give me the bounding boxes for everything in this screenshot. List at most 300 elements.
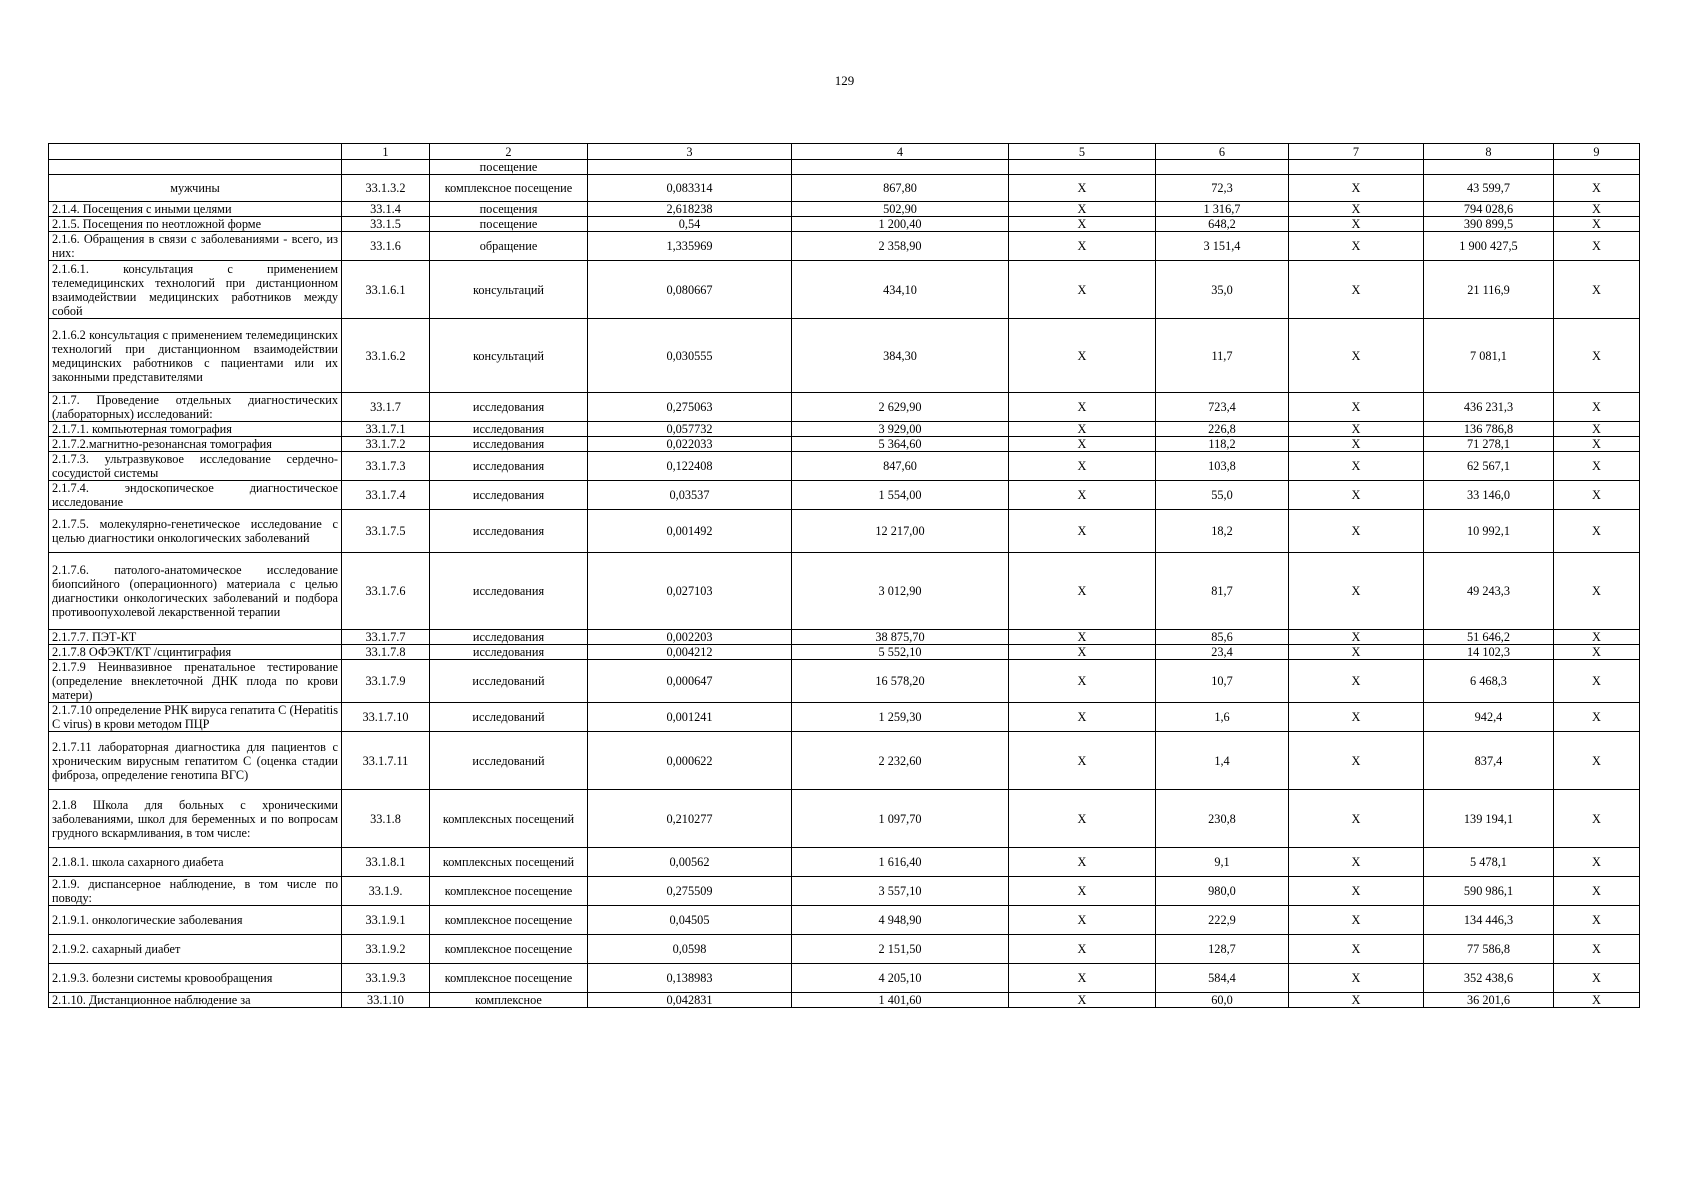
cell-volume: 0,042831 (588, 993, 792, 1008)
table-row (49, 452, 1640, 481)
cell-c8: 49 243,3 (1424, 553, 1554, 630)
cell-c6: 35,0 (1156, 261, 1289, 319)
cell-c9: Х (1554, 481, 1640, 510)
cell-volume: 0,027103 (588, 553, 792, 630)
cell-cost: 1 259,30 (792, 703, 1009, 732)
cell-cost: 847,60 (792, 452, 1009, 481)
cell-c8: 1 900 427,5 (1424, 232, 1554, 261)
row-label-cell: 2.1.7.11 лабораторная диагностика для пациентов с хроническим вирусным гепатитом С (оценка стадии фиброза, определение генотипа ВГС) (49, 732, 342, 790)
cell-c9: Х (1554, 175, 1640, 202)
cell-code: 33.1.9. (342, 877, 430, 906)
cell-unit: комплексное посещение (430, 964, 588, 993)
cell-c9: Х (1554, 422, 1640, 437)
cell-c9: Х (1554, 393, 1640, 422)
cell-unit: посещения (430, 202, 588, 217)
cell-c7: Х (1289, 452, 1424, 481)
table-row (49, 630, 1640, 645)
row-label-cell: 2.1.5. Посещения по неотложной форме (49, 217, 342, 232)
cell-unit: посещение (430, 160, 588, 175)
cell-c6: 128,7 (1156, 935, 1289, 964)
cell-cost: 434,10 (792, 261, 1009, 319)
cell-c6: 23,4 (1156, 645, 1289, 660)
cell-volume: 0,001492 (588, 510, 792, 553)
row-label-cell: 2.1.6.2 консультация с применением телемедицинских технологий при дистанционном взаимодействии медицинских работников с пациентами или их законными представителями (49, 319, 342, 393)
cell-code: 33.1.7.5 (342, 510, 430, 553)
cell-c8: 14 102,3 (1424, 645, 1554, 660)
cell-c6: 226,8 (1156, 422, 1289, 437)
cell-unit: консультаций (430, 319, 588, 393)
cell-volume: 0,083314 (588, 175, 792, 202)
row-label-cell: 2.1.7.3. ультразвуковое исследование сердечно-сосудистой системы (49, 452, 342, 481)
cell-unit: исследования (430, 630, 588, 645)
cell-c6: 118,2 (1156, 437, 1289, 452)
cell-cost: 4 948,90 (792, 906, 1009, 935)
cell-c8: 10 992,1 (1424, 510, 1554, 553)
table-row (49, 510, 1640, 553)
table-row (49, 437, 1640, 452)
table-row (49, 422, 1640, 437)
cell-c5: Х (1009, 481, 1156, 510)
cell-cost: 502,90 (792, 202, 1009, 217)
cell-cost: 4 205,10 (792, 964, 1009, 993)
cell-code: 33.1.7.1 (342, 422, 430, 437)
table-row (49, 703, 1640, 732)
cell-cost: 3 929,00 (792, 422, 1009, 437)
cell-c6 (1156, 160, 1289, 175)
table-row (49, 232, 1640, 261)
cell-code: 33.1.7 (342, 393, 430, 422)
cell-code: 33.1.7.2 (342, 437, 430, 452)
cell-code: 33.1.7.10 (342, 703, 430, 732)
cell-unit: исследований (430, 660, 588, 703)
cell-c9: Х (1554, 790, 1640, 848)
cell-cost: 384,30 (792, 319, 1009, 393)
cell-cost: 1 616,40 (792, 848, 1009, 877)
cell-unit: исследования (430, 422, 588, 437)
cell-c7: Х (1289, 202, 1424, 217)
cell-c9: Х (1554, 452, 1640, 481)
header-cell: 2 (430, 144, 588, 160)
cell-code: 33.1.7.8 (342, 645, 430, 660)
cell-volume: 0,00562 (588, 848, 792, 877)
cell-c6: 584,4 (1156, 964, 1289, 993)
cell-c7: Х (1289, 553, 1424, 630)
cell-c7: Х (1289, 422, 1424, 437)
cell-c7: Х (1289, 437, 1424, 452)
cell-c6: 103,8 (1156, 452, 1289, 481)
table-row (49, 160, 1640, 175)
cell-cost: 3 557,10 (792, 877, 1009, 906)
cell-unit: исследования (430, 452, 588, 481)
table-row (49, 393, 1640, 422)
cell-c5: Х (1009, 906, 1156, 935)
cell-c9: Х (1554, 935, 1640, 964)
row-label-cell (49, 160, 342, 175)
cell-c5: Х (1009, 202, 1156, 217)
cell-c5: Х (1009, 510, 1156, 553)
cell-cost (792, 160, 1009, 175)
table-row (49, 175, 1640, 202)
cell-code: 33.1.7.3 (342, 452, 430, 481)
cell-unit: комплексное посещение (430, 906, 588, 935)
cell-c8: 51 646,2 (1424, 630, 1554, 645)
header-cell: 7 (1289, 144, 1424, 160)
cell-volume: 0,122408 (588, 452, 792, 481)
cell-c8: 71 278,1 (1424, 437, 1554, 452)
cell-c6: 11,7 (1156, 319, 1289, 393)
cell-cost: 1 401,60 (792, 993, 1009, 1008)
cell-c7: Х (1289, 993, 1424, 1008)
cell-c7: Х (1289, 848, 1424, 877)
cell-c9: Х (1554, 232, 1640, 261)
header-cell: 4 (792, 144, 1009, 160)
cell-c6: 230,8 (1156, 790, 1289, 848)
cell-c8: 390 899,5 (1424, 217, 1554, 232)
cell-c8: 352 438,6 (1424, 964, 1554, 993)
cell-volume: 0,04505 (588, 906, 792, 935)
cell-c7: Х (1289, 175, 1424, 202)
cell-c6: 980,0 (1156, 877, 1289, 906)
cell-volume: 0,138983 (588, 964, 792, 993)
table-row (49, 261, 1640, 319)
row-label-cell: 2.1.7.4. эндоскопическое диагностическое исследование (49, 481, 342, 510)
cell-c6: 72,3 (1156, 175, 1289, 202)
cell-volume: 0,001241 (588, 703, 792, 732)
row-label-cell: 2.1.7.6. патолого-анатомическое исследование биопсийного (операционного) материала с целью диагностики онкологических заболеваний и подбора противоопухолевой лекарственной терапии (49, 553, 342, 630)
cell-unit: исследования (430, 510, 588, 553)
cell-c7: Х (1289, 319, 1424, 393)
cell-c9: Х (1554, 437, 1640, 452)
cell-volume: 2,618238 (588, 202, 792, 217)
row-label-cell: 2.1.7.2.магнитно-резонансная томография (49, 437, 342, 452)
table-row (49, 645, 1640, 660)
row-label-cell: 2.1.6.1. консультация с применением телемедицинских технологий при дистанционном взаимодействии медицинских работников между собой (49, 261, 342, 319)
cell-c6: 1 316,7 (1156, 202, 1289, 217)
cell-unit: исследования (430, 553, 588, 630)
cell-unit: комплексное посещение (430, 175, 588, 202)
cell-c7 (1289, 160, 1424, 175)
row-label-cell: 2.1.8.1. школа сахарного диабета (49, 848, 342, 877)
cell-unit: комплексных посещений (430, 848, 588, 877)
cell-c9: Х (1554, 877, 1640, 906)
cell-code: 33.1.9.3 (342, 964, 430, 993)
cell-c9 (1554, 160, 1640, 175)
cell-c9: Х (1554, 906, 1640, 935)
cell-c7: Х (1289, 645, 1424, 660)
table-row (49, 906, 1640, 935)
cell-unit: комплексное (430, 993, 588, 1008)
cell-unit: обращение (430, 232, 588, 261)
row-label-cell: 2.1.7.1. компьютерная томография (49, 422, 342, 437)
row-label-cell: 2.1.7.7. ПЭТ-КТ (49, 630, 342, 645)
cell-cost: 1 200,40 (792, 217, 1009, 232)
cell-c6: 1,6 (1156, 703, 1289, 732)
cell-c8: 794 028,6 (1424, 202, 1554, 217)
cell-c7: Х (1289, 261, 1424, 319)
cell-cost: 5 364,60 (792, 437, 1009, 452)
cell-volume (588, 160, 792, 175)
cell-code: 33.1.7.7 (342, 630, 430, 645)
table-row (49, 553, 1640, 630)
cell-c5: Х (1009, 217, 1156, 232)
cell-unit: исследования (430, 437, 588, 452)
cell-c5: Х (1009, 319, 1156, 393)
cell-unit: консультаций (430, 261, 588, 319)
cell-volume: 0,030555 (588, 319, 792, 393)
cell-c9: Х (1554, 630, 1640, 645)
cell-c6: 9,1 (1156, 848, 1289, 877)
cell-c8: 7 081,1 (1424, 319, 1554, 393)
cell-unit: исследования (430, 481, 588, 510)
cell-c8 (1424, 160, 1554, 175)
cell-cost: 867,80 (792, 175, 1009, 202)
cell-code: 33.1.9.2 (342, 935, 430, 964)
cell-cost: 5 552,10 (792, 645, 1009, 660)
cell-c6: 85,6 (1156, 630, 1289, 645)
cell-volume: 0,002203 (588, 630, 792, 645)
cell-c8: 942,4 (1424, 703, 1554, 732)
cell-code: 33.1.4 (342, 202, 430, 217)
cell-c5: Х (1009, 261, 1156, 319)
cell-c8: 6 468,3 (1424, 660, 1554, 703)
cell-c5: Х (1009, 732, 1156, 790)
cell-c5: Х (1009, 848, 1156, 877)
row-label-cell: 2.1.4. Посещения с иными целями (49, 202, 342, 217)
cell-c7: Х (1289, 703, 1424, 732)
page-number: 129 (834, 73, 855, 88)
cell-c7: Х (1289, 732, 1424, 790)
cell-c9: Х (1554, 553, 1640, 630)
cell-volume: 0,080667 (588, 261, 792, 319)
table-body (49, 144, 1640, 1008)
cell-volume: 0,210277 (588, 790, 792, 848)
cell-code: 33.1.6.1 (342, 261, 430, 319)
header-cell: 9 (1554, 144, 1640, 160)
cell-c6: 723,4 (1156, 393, 1289, 422)
cell-c8: 21 116,9 (1424, 261, 1554, 319)
cell-c8: 837,4 (1424, 732, 1554, 790)
cell-c6: 18,2 (1156, 510, 1289, 553)
cell-c9: Х (1554, 645, 1640, 660)
cell-c7: Х (1289, 906, 1424, 935)
cell-c9: Х (1554, 993, 1640, 1008)
header-cell: 6 (1156, 144, 1289, 160)
cell-c7: Х (1289, 510, 1424, 553)
table-row (49, 848, 1640, 877)
table-row (49, 790, 1640, 848)
cell-cost: 1 097,70 (792, 790, 1009, 848)
cell-c6: 55,0 (1156, 481, 1289, 510)
cell-volume: 0,03537 (588, 481, 792, 510)
cell-code: 33.1.7.6 (342, 553, 430, 630)
cell-c8: 5 478,1 (1424, 848, 1554, 877)
cell-c5: Х (1009, 422, 1156, 437)
cell-c7: Х (1289, 877, 1424, 906)
cell-cost: 2 151,50 (792, 935, 1009, 964)
cell-cost: 38 875,70 (792, 630, 1009, 645)
cell-c7: Х (1289, 217, 1424, 232)
cell-c8: 436 231,3 (1424, 393, 1554, 422)
cell-unit: исследований (430, 703, 588, 732)
cell-c6: 10,7 (1156, 660, 1289, 703)
cell-c6: 222,9 (1156, 906, 1289, 935)
cell-volume: 0,000622 (588, 732, 792, 790)
cell-unit: посещение (430, 217, 588, 232)
cell-code: 33.1.10 (342, 993, 430, 1008)
cell-c8: 136 786,8 (1424, 422, 1554, 437)
row-label-cell: 2.1.6. Обращения в связи с заболеваниями - всего, из них: (49, 232, 342, 261)
cell-c7: Х (1289, 630, 1424, 645)
cell-c9: Х (1554, 202, 1640, 217)
header-cell: 5 (1009, 144, 1156, 160)
cell-code: 33.1.7.4 (342, 481, 430, 510)
row-label-cell: 2.1.7.8 ОФЭКТ/КТ /сцинтиграфия (49, 645, 342, 660)
cell-c7: Х (1289, 232, 1424, 261)
cell-c8: 62 567,1 (1424, 452, 1554, 481)
cell-volume: 0,004212 (588, 645, 792, 660)
cell-volume: 0,000647 (588, 660, 792, 703)
cell-c8: 77 586,8 (1424, 935, 1554, 964)
cell-code: 33.1.5 (342, 217, 430, 232)
cell-volume: 0,0598 (588, 935, 792, 964)
cell-c8: 43 599,7 (1424, 175, 1554, 202)
cell-c5: Х (1009, 175, 1156, 202)
cell-volume: 0,54 (588, 217, 792, 232)
cell-c5: Х (1009, 452, 1156, 481)
table-row (49, 217, 1640, 232)
cell-c5: Х (1009, 437, 1156, 452)
cell-c9: Х (1554, 848, 1640, 877)
cell-volume: 0,275063 (588, 393, 792, 422)
cell-c6: 3 151,4 (1156, 232, 1289, 261)
row-label-cell: 2.1.9. диспансерное наблюдение, в том числе по поводу: (49, 877, 342, 906)
cell-cost: 3 012,90 (792, 553, 1009, 630)
cell-c8: 36 201,6 (1424, 993, 1554, 1008)
cell-c5: Х (1009, 964, 1156, 993)
cell-c5: Х (1009, 232, 1156, 261)
row-label-cell: 2.1.7.9 Неинвазивное пренатальное тестирование (определение внеклеточной ДНК плода по крови матери) (49, 660, 342, 703)
row-label-cell: 2.1.9.1. онкологические заболевания (49, 906, 342, 935)
cell-c6: 60,0 (1156, 993, 1289, 1008)
cell-code: 33.1.6.2 (342, 319, 430, 393)
table-row (49, 481, 1640, 510)
cell-c6: 81,7 (1156, 553, 1289, 630)
cell-c6: 1,4 (1156, 732, 1289, 790)
header-cell: 1 (342, 144, 430, 160)
cell-c8: 590 986,1 (1424, 877, 1554, 906)
table-row (49, 660, 1640, 703)
cell-c9: Х (1554, 319, 1640, 393)
table-row (49, 964, 1640, 993)
cell-cost: 16 578,20 (792, 660, 1009, 703)
cell-c9: Х (1554, 510, 1640, 553)
row-label-cell: 2.1.7.5. молекулярно-генетическое исследование с целью диагностики онкологических заболеваний (49, 510, 342, 553)
cell-c9: Х (1554, 217, 1640, 232)
cell-volume: 0,275509 (588, 877, 792, 906)
cell-cost: 2 629,90 (792, 393, 1009, 422)
cell-c9: Х (1554, 261, 1640, 319)
cell-c8: 33 146,0 (1424, 481, 1554, 510)
cell-c9: Х (1554, 660, 1640, 703)
cell-code: 33.1.8.1 (342, 848, 430, 877)
cell-unit: исследования (430, 393, 588, 422)
cell-unit: комплексное посещение (430, 877, 588, 906)
cell-c6: 648,2 (1156, 217, 1289, 232)
cell-unit: исследований (430, 732, 588, 790)
cell-c7: Х (1289, 935, 1424, 964)
cell-code: 33.1.7.11 (342, 732, 430, 790)
cell-code (342, 160, 430, 175)
cell-unit: исследования (430, 645, 588, 660)
cell-volume: 1,335969 (588, 232, 792, 261)
row-label-cell: 2.1.9.2. сахарный диабет (49, 935, 342, 964)
cell-cost: 2 232,60 (792, 732, 1009, 790)
cell-c5: Х (1009, 553, 1156, 630)
cell-code: 33.1.7.9 (342, 660, 430, 703)
header-cell: 8 (1424, 144, 1554, 160)
cell-c8: 134 446,3 (1424, 906, 1554, 935)
cell-unit: комплексное посещение (430, 935, 588, 964)
table-row (49, 877, 1640, 906)
cell-c5: Х (1009, 877, 1156, 906)
cell-cost: 2 358,90 (792, 232, 1009, 261)
table-row (49, 319, 1640, 393)
table-row (49, 202, 1640, 217)
cell-c5: Х (1009, 703, 1156, 732)
cell-c7: Х (1289, 393, 1424, 422)
cell-code: 33.1.3.2 (342, 175, 430, 202)
cell-code: 33.1.6 (342, 232, 430, 261)
row-label-cell: 2.1.7. Проведение отдельных диагностических (лабораторных) исследований: (49, 393, 342, 422)
cell-code: 33.1.9.1 (342, 906, 430, 935)
cell-c7: Х (1289, 964, 1424, 993)
row-label-cell: 2.1.7.10 определение РНК вируса гепатита С (Hepatitis C virus) в крови методом ПЦР (49, 703, 342, 732)
cell-c5: Х (1009, 993, 1156, 1008)
cell-c5 (1009, 160, 1156, 175)
cell-c5: Х (1009, 645, 1156, 660)
cell-unit: комплексных посещений (430, 790, 588, 848)
row-label-cell: 2.1.8 Школа для больных с хроническими заболеваниями, школ для беременных и по вопросам грудного вскармливания, в том числе: (49, 790, 342, 848)
table-row (49, 993, 1640, 1008)
cell-c9: Х (1554, 964, 1640, 993)
header-cell: 3 (588, 144, 792, 160)
header-cell (49, 144, 342, 160)
cell-code: 33.1.8 (342, 790, 430, 848)
cell-c5: Х (1009, 393, 1156, 422)
cell-c5: Х (1009, 660, 1156, 703)
cell-c9: Х (1554, 703, 1640, 732)
cell-volume: 0,022033 (588, 437, 792, 452)
cell-c7: Х (1289, 660, 1424, 703)
cell-c5: Х (1009, 630, 1156, 645)
row-label-cell: 2.1.9.3. болезни системы кровообращения (49, 964, 342, 993)
header-row (49, 144, 1640, 160)
cell-cost: 1 554,00 (792, 481, 1009, 510)
cell-c5: Х (1009, 935, 1156, 964)
table-row (49, 935, 1640, 964)
row-label-cell: 2.1.10. Дистанционное наблюдение за (49, 993, 342, 1008)
cell-c7: Х (1289, 481, 1424, 510)
row-label-cell: мужчины (49, 175, 342, 202)
cell-c9: Х (1554, 732, 1640, 790)
table-row (49, 732, 1640, 790)
cell-c7: Х (1289, 790, 1424, 848)
cell-c5: Х (1009, 790, 1156, 848)
tariff-table (48, 143, 1640, 1008)
cell-c8: 139 194,1 (1424, 790, 1554, 848)
cell-volume: 0,057732 (588, 422, 792, 437)
cell-cost: 12 217,00 (792, 510, 1009, 553)
